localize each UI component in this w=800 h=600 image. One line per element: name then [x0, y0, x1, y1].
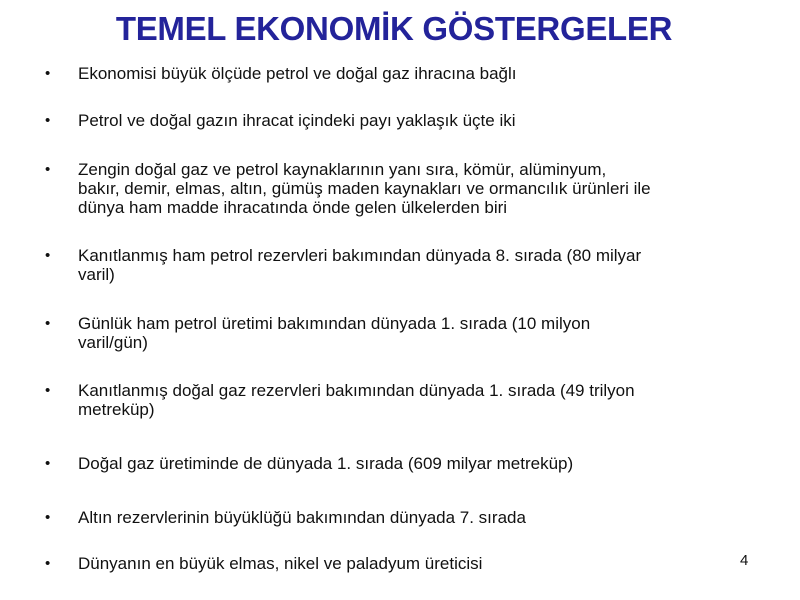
bullet-dot: •: [45, 65, 51, 82]
bullet-item: [45, 508, 765, 527]
bullet-text: Kanıtlanmış ham petrol rezervleri bakımından dünyada 8. sırada (80 milyar varil): [78, 246, 642, 284]
bullet-item: [45, 314, 765, 352]
bullet-dot: •: [45, 247, 51, 264]
bullet-dot: •: [45, 161, 51, 178]
bullet-dot: •: [45, 555, 51, 572]
slide-title: TEMEL EKONOMİK GÖSTERGELER: [115, 10, 673, 47]
bullet-dot: •: [45, 315, 51, 332]
bullet-text: Zengin doğal gaz ve petrol kaynaklarının yanı sıra, kömür, alüminyum, bakır, demir, elmas, altın, gümüş maden kaynakları ve ormancılık ürünleri ile dünya ham madde ihracatında önde gelen ülkelerden biri: [78, 160, 651, 217]
bullet-text: Doğal gaz üretiminde de dünyada 1. sırada (609 milyar metreküp): [78, 454, 574, 473]
bullet-item: [45, 64, 765, 83]
bullet-dot: •: [45, 509, 51, 526]
page-number: 4: [740, 552, 749, 569]
bullet-text: Ekonomisi büyük ölçüde petrol ve doğal gaz ihracına bağlı: [78, 64, 517, 83]
bullet-dot: •: [45, 112, 51, 129]
bullet-text: Günlük ham petrol üretimi bakımından dünyada 1. sırada (10 milyon varil/gün): [78, 314, 591, 352]
bullet-item: [45, 160, 765, 217]
bullet-text: Dünyanın en büyük elmas, nikel ve paladyum üreticisi: [78, 554, 483, 573]
bullet-text: Altın rezervlerinin büyüklüğü bakımından dünyada 7. sırada: [78, 508, 526, 527]
bullet-text: Petrol ve doğal gazın ihracat içindeki payı yaklaşık üçte iki: [78, 111, 516, 130]
bullet-dot: •: [45, 455, 51, 472]
bullet-item: [45, 554, 765, 573]
bullet-item: [45, 246, 765, 284]
bullet-item: [45, 454, 765, 473]
bullet-dot: •: [45, 382, 51, 399]
bullet-item: [45, 381, 765, 419]
bullet-text: Kanıtlanmış doğal gaz rezervleri bakımından dünyada 1. sırada (49 trilyon metreküp): [78, 381, 635, 419]
bullet-item: [45, 111, 765, 130]
